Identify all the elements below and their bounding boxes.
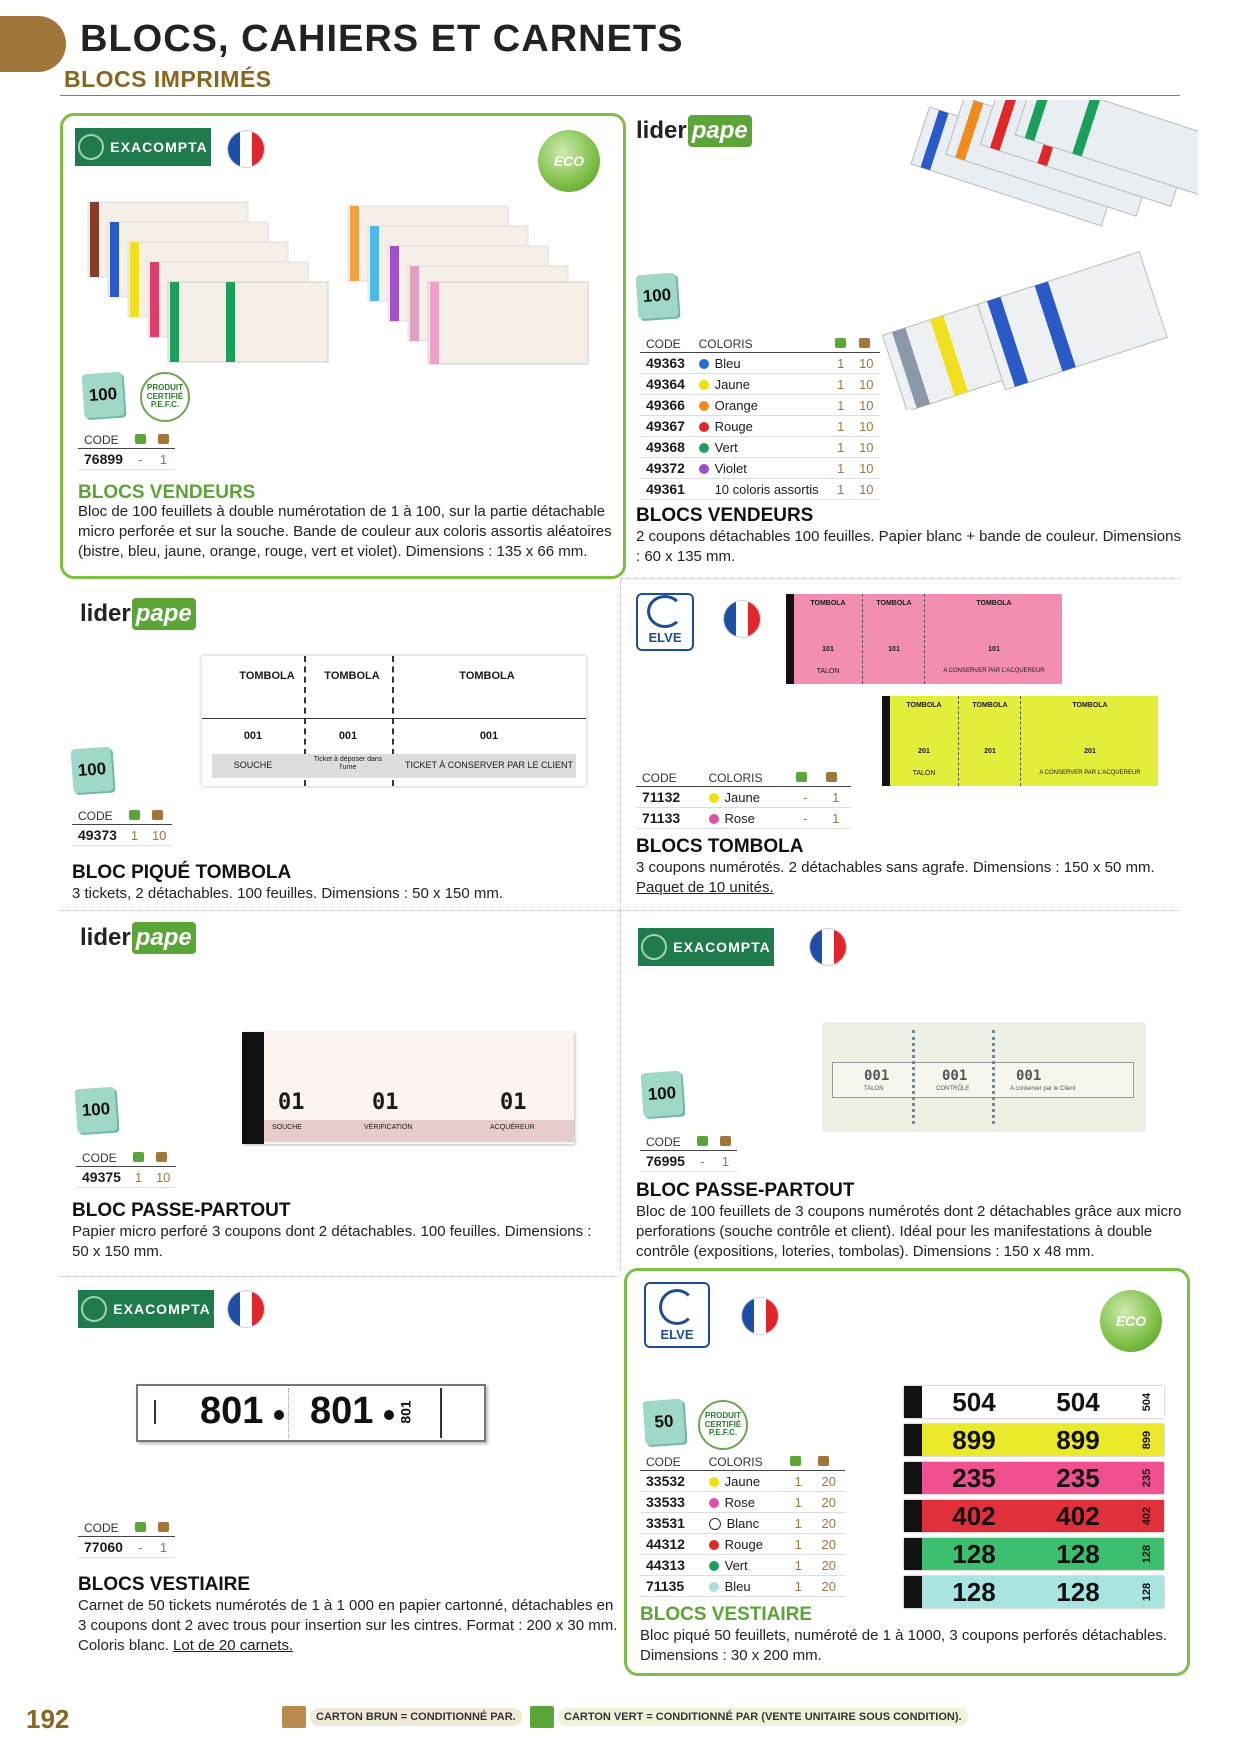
product-title: BLOCS VENDEURS [78, 482, 256, 503]
product-description: Carnet de 50 tickets numérotés de 1 à 1 000 en papier cartonné, détachables en 3 coupons dont 2 avec trous pour insertion sur les cintres. Format : 200 x 30 mm. Coloris blanc. Lot de 20 carnets. [78, 1597, 618, 1654]
color-dot-icon [709, 1582, 719, 1592]
product-description: Bloc de 100 feuillets de 3 coupons numérotés dont 2 détachables grâce aux micro perforations (souche contrôle et client). Idéal pour les manifestations à double contrôle (expositions, loteries, tombolas). Dimensions : 150 x 48 mm. [636, 1203, 1182, 1260]
green-carton-icon [135, 1522, 146, 1532]
product-table-vestiaire-colors: CODE COLORIS 33532 Jaune 1 20 33533 Rose 1 20 33531 Blanc 1 20 44312 Rouge 1 20 44313 Vert 1 20 71135 Bleu 1 20 [640, 1454, 845, 1597]
table-row: 49373 1 10 [72, 825, 172, 846]
color-dot-icon [709, 1561, 719, 1571]
exacompta-emblem-icon [81, 1296, 107, 1322]
product-title: BLOC PASSE-PARTOUT [636, 1180, 855, 1201]
legend-green-carton: CARTON VERT = CONDITIONNÉ PAR (VENTE UNITAIRE SOUS CONDITION). [530, 1706, 968, 1728]
50-sheets-badge: 50 [643, 1399, 686, 1446]
100-sheets-badge: 100 [636, 273, 679, 320]
brown-carton-icon [826, 772, 837, 782]
france-flag-icon [228, 1291, 264, 1327]
product-table-76899 [78, 432, 175, 470]
brown-carton-icon [156, 1152, 167, 1162]
exacompta-logo: EXACOMPTA [638, 928, 774, 966]
product-title: BLOCS VESTIAIRE [640, 1604, 813, 1625]
tombola-ticket-illustration: TOMBOLA TOMBOLA TOMBOLA 001 001 001 SOUCHE Ticket à déposer dans l'urne TICKET À CONSERVER PAR LE CLIENT [202, 656, 586, 786]
product-table-76995: CODE 76995 - 1 [640, 1134, 737, 1172]
tombola-ticket-pink: TOMBOLA TOMBOLA TOMBOLA 101 101 101 TALON A CONSERVER PAR L'ACQUEREUR [786, 594, 1062, 684]
product-description: 3 coupons numérotés. 2 détachables sans agrafe. Dimensions : 150 x 50 mm. Paquet de 10 unités. [636, 859, 1155, 896]
france-flag-icon [724, 601, 760, 637]
pefc-badge: PRODUIT CERTIFIÉ P.E.F.C. [698, 1400, 748, 1450]
color-dot-icon [699, 380, 709, 390]
green-carton-icon [530, 1706, 554, 1728]
green-carton-icon [796, 772, 807, 782]
elve-emblem-icon [647, 595, 683, 628]
legend-brown-carton: CARTON BRUN = CONDITIONNÉ PAR. [282, 1706, 522, 1728]
product-title: BLOC PASSE-PARTOUT [72, 1200, 291, 1221]
exacompta-emblem-icon [78, 134, 104, 160]
table-row: 77060 - 1 [78, 1537, 175, 1558]
brown-carton-icon [818, 1456, 829, 1466]
table-row: 49368 Vert 1 10 [640, 437, 880, 458]
exacompta-emblem-icon [641, 934, 667, 960]
eco-badge: ECO [1100, 1290, 1162, 1352]
page-subtitle: BLOCS IMPRIMÉS [64, 66, 272, 92]
separator [620, 580, 621, 1270]
exacompta-logo: EXACOMPTA [78, 1290, 214, 1328]
table-row: 76899 - 1 [78, 449, 175, 470]
table-row: 33532 Jaune 1 20 [640, 1471, 845, 1492]
green-carton-icon [129, 810, 140, 820]
france-flag-icon [228, 131, 264, 167]
green-carton-icon [135, 434, 146, 444]
color-dot-icon [709, 814, 719, 824]
vestiaire-ticket: 128 128 128 [904, 1538, 1164, 1570]
table-row: 44313 Vert 1 20 [640, 1555, 845, 1576]
vestiaire-ticket: 235 235 235 [904, 1462, 1164, 1494]
color-dot-icon [699, 422, 709, 432]
table-row: 71135 Bleu 1 20 [640, 1576, 845, 1597]
color-dot-icon [699, 401, 709, 411]
tombola-ticket-yellow: TOMBOLA TOMBOLA TOMBOLA 201 201 201 TALON A CONSERVER PAR L'ACQUEREUR [882, 696, 1158, 786]
color-dot-icon [709, 793, 719, 803]
table-row: 49366 Orange 1 10 [640, 395, 880, 416]
color-dot-icon [709, 1477, 719, 1487]
vestiaire-ticket: 504 504 504 [904, 1386, 1164, 1418]
green-carton-icon [835, 338, 846, 348]
color-dot-icon [709, 1498, 719, 1508]
blocs-vendeurs-illustration [86, 200, 596, 370]
green-carton-icon [133, 1152, 144, 1162]
elve-emblem-icon [659, 1289, 695, 1325]
vestiaire-ticket-white: 801 801 801 [136, 1384, 486, 1442]
table-row: 71132 Jaune - 1 [636, 787, 851, 808]
elve-logo: ELVE [644, 1282, 710, 1348]
separator [60, 1276, 620, 1277]
product-table-vendeurs-colors: CODE COLORIS 49363 Bleu 1 10 49364 Jaune 1 10 49366 Orange 1 10 49367 Rouge 1 10 49368 Vert 1 10 49372 Violet 1 10 49361 10 coloris assortis 1 10 [640, 336, 880, 500]
elve-logo: ELVE [636, 593, 694, 651]
header-rule [60, 95, 1180, 96]
product-table-49373: CODE 49373 1 10 [72, 808, 172, 846]
section-tab [0, 16, 66, 72]
table-row: 44312 Rouge 1 20 [640, 1534, 845, 1555]
product-table-77060: CODE 77060 - 1 [78, 1520, 175, 1558]
green-carton-icon [790, 1456, 801, 1466]
france-flag-icon [742, 1298, 778, 1334]
product-title: BLOCS VENDEURS [636, 505, 814, 526]
brown-carton-icon [720, 1136, 731, 1146]
liderpapel-logo: lider pape [80, 598, 196, 630]
pefc-badge: PRODUIT CERTIFIÉ P.E.F.C. [140, 372, 190, 422]
france-flag-icon [810, 929, 846, 965]
blocs-vendeurs-colored-illustration [868, 100, 1198, 410]
code-header: CODE [78, 432, 129, 449]
product-title: BLOCS VESTIAIRE [78, 1574, 251, 1595]
page-title: BLOCS, CAHIERS ET CARNETS [80, 18, 684, 60]
vestiaire-ticket: 402 402 402 [904, 1500, 1164, 1532]
eco-badge: ECO [538, 130, 600, 192]
separator [620, 578, 1180, 579]
brown-carton-icon [152, 810, 163, 820]
vestiaire-ticket: 899 899 899 [904, 1424, 1164, 1456]
exacompta-logo: EXACOMPTA [75, 128, 211, 166]
table-row: 49372 Violet 1 10 [640, 458, 880, 479]
product-title: BLOCS TOMBOLA [636, 836, 804, 857]
brown-carton-icon [158, 434, 169, 444]
table-row: 49363 Bleu 1 10 [640, 353, 880, 374]
liderpapel-logo: lider pape [80, 922, 196, 954]
100-sheets-badge: 100 [71, 747, 114, 794]
passe-partout-ticket-illustration: 01 01 01 SOUCHE VÉRIFICATION ACQUÉREUR [242, 1032, 574, 1144]
vestiaire-tickets-illustration [904, 1386, 1166, 1622]
table-row: 33533 Rose 1 20 [640, 1492, 845, 1513]
vestiaire-ticket: 128 128 128 [904, 1576, 1164, 1608]
color-dot-icon [699, 464, 709, 474]
color-dot-icon [699, 443, 709, 453]
product-table-tombola-colors: CODE COLORIS 71132 Jaune - 1 71133 Rose - 1 [636, 770, 851, 829]
table-row: 49364 Jaune 1 10 [640, 374, 880, 395]
color-dot-icon [709, 1540, 719, 1550]
100-sheets-badge: 100 [82, 372, 125, 419]
green-carton-icon [697, 1136, 708, 1146]
brown-carton-icon [859, 338, 870, 348]
100-sheets-badge: 100 [75, 1087, 118, 1134]
product-description: Bloc piqué 50 feuillets, numéroté de 1 à 1000, 3 coupons perforés détachables. Dimensions : 30 x 200 mm. [640, 1627, 1168, 1664]
product-description: Papier micro perforé 3 coupons dont 2 détachables. 100 feuilles. Dimensions : 50 x 150 mm. [72, 1223, 592, 1260]
table-row: 49375 1 10 [76, 1167, 176, 1188]
table-row: 49361 10 coloris assortis 1 10 [640, 479, 880, 500]
brown-carton-icon [282, 1706, 306, 1728]
color-dot-icon [699, 359, 709, 369]
brown-carton-icon [158, 1522, 169, 1532]
product-description: 3 tickets, 2 détachables. 100 feuilles. Dimensions : 50 x 150 mm. [72, 885, 504, 902]
table-row: 33531 Blanc 1 20 [640, 1513, 845, 1534]
liderpapel-logo: lider pape [636, 115, 752, 147]
product-title: BLOC PIQUÉ TOMBOLA [72, 862, 292, 883]
page-number: 192 [26, 1704, 70, 1734]
product-description: 2 coupons détachables 100 feuilles. Papier blanc + bande de couleur. Dimensions : 60 x 135 mm. [636, 528, 1181, 565]
table-row: 71133 Rose - 1 [636, 808, 851, 829]
table-row: 76995 - 1 [640, 1151, 737, 1172]
product-table-49375: CODE 49375 1 10 [76, 1150, 176, 1188]
color-dot-icon [709, 1518, 721, 1530]
table-row: 49367 Rouge 1 10 [640, 416, 880, 437]
passe-partout-ticket-exacompta: 001 001 001 TALON CONTRÔLE A conserver par le Client [824, 1024, 1144, 1130]
product-description: Bloc de 100 feuillets à double numérotation de 1 à 100, sur la partie détachable micro perforée et sur la souche. Bande de couleur aux coloris assortis aléatoires (bistre, bleu, jaune, orange, rouge, vert et violet). Dimensions : 135 x 66 mm. [78, 503, 612, 560]
100-sheets-badge: 100 [641, 1071, 684, 1118]
